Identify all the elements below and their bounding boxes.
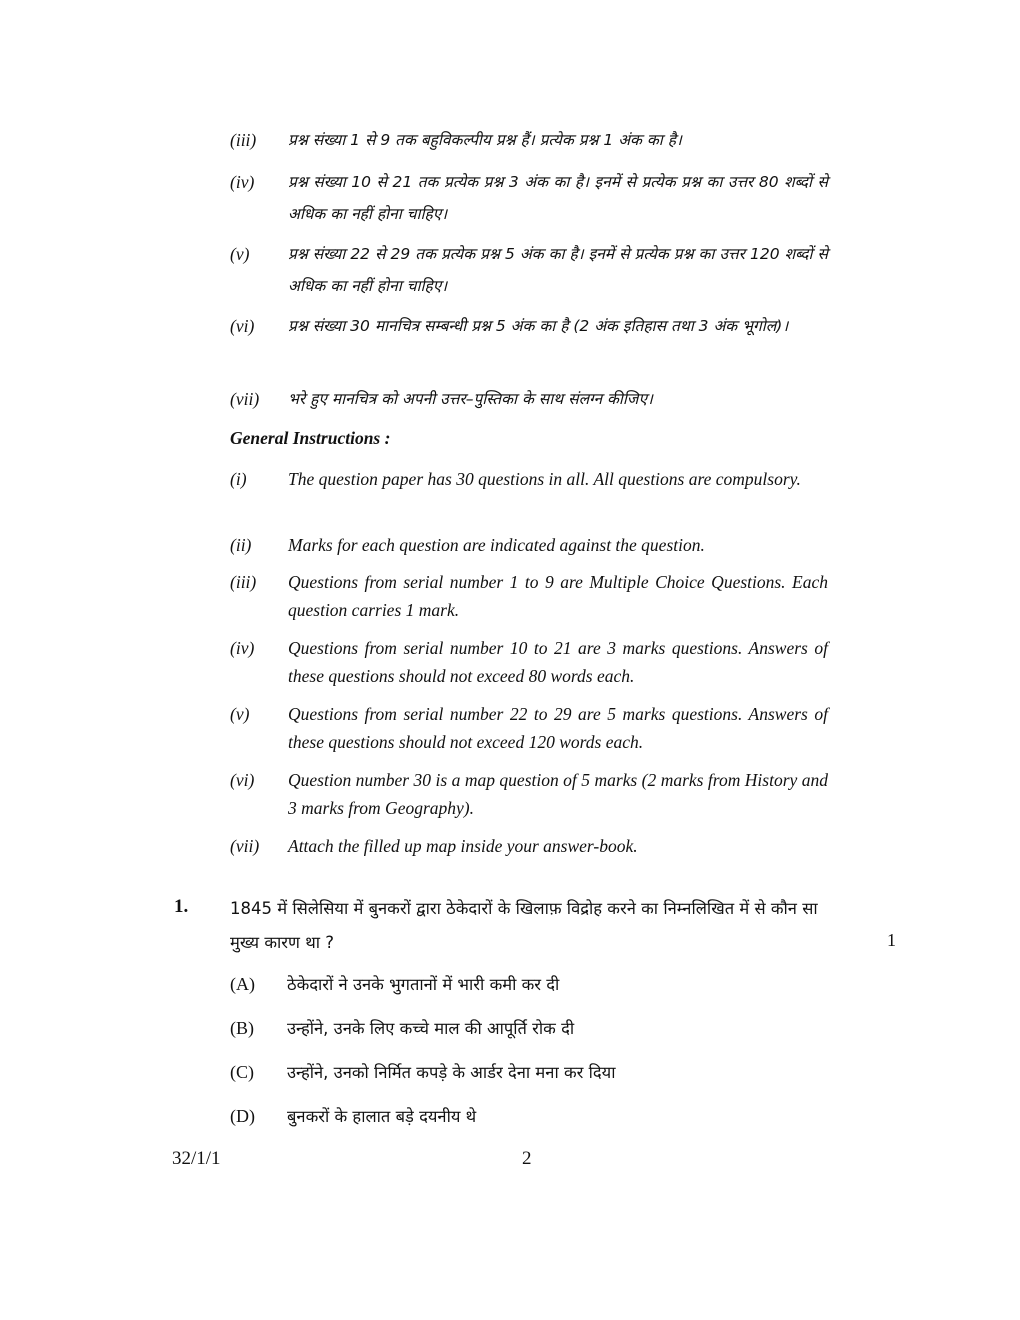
item-text: प्रश्न संख्या 30 मानचित्र सम्बन्धी प्रश्न 5 अंक का है (2 अंक इतिहास तथा 3 अंक भूगोल)। [288,317,789,335]
item-text: Questions from serial number 22 to 29 are 5 marks questions. Answers of these questions should not exceed 120 words each. [288,704,828,752]
question-number: 1. [174,896,189,917]
item-number: (i) [230,469,247,489]
option-text: उन्होंने, उनको निर्मित कपड़े के आर्डर देना मना कर दिया [287,1063,616,1082]
option-label: (B) [230,1018,254,1038]
item-number: (iv) [230,172,255,192]
option-label: (D) [230,1106,255,1126]
paper-code: 32/1/1 [172,1148,221,1169]
option-text: बुनकरों के हालात बड़े दयनीय थे [287,1107,477,1126]
item-number: (v) [230,704,250,724]
item-text: प्रश्न संख्या 22 से 29 तक प्रत्येक प्रश्न 5 अंक का है। इनमें से प्रत्येक प्रश्न का उत्तर 120 शब्दों से अधिक का नहीं होना चाहिए। [288,245,828,295]
page-number: 2 [522,1148,532,1169]
item-text: प्रश्न संख्या 10 से 21 तक प्रत्येक प्रश्न 3 अंक का है। इनमें से प्रत्येक प्रश्न का उत्तर 80 शब्दों से अधिक का नहीं होना चाहिए। [288,173,828,223]
option-label: (A) [230,974,255,994]
option-label: (C) [230,1062,254,1082]
general-instructions-heading: General Instructions : [230,428,391,448]
item-number: (vii) [230,389,260,409]
item-number: (v) [230,244,250,264]
item-text: Questions from serial number 1 to 9 are Multiple Choice Questions. Each question carries 1 mark. [288,572,828,620]
item-number: (vi) [230,316,255,336]
item-number: (iii) [230,130,257,150]
option-c [230,1058,830,1092]
item-number: (ii) [230,535,252,555]
option-text: उन्होंने, उनके लिए कच्चे माल की आपूर्ति रोक दी [287,1019,575,1038]
item-text: The question paper has 30 questions in all. All questions are compulsory. [288,469,801,489]
item-text: Attach the filled up map inside your answer-book. [288,836,638,856]
item-text: Questions from serial number 10 to 21 are 3 marks questions. Answers of these questions should not exceed 80 words each. [288,638,828,686]
item-text: Question number 30 is a map question of 5 marks (2 marks from History and 3 marks from Geography). [288,770,828,818]
option-a [230,970,830,1004]
item-number: (iv) [230,638,255,658]
option-text: ठेकेदारों ने उनके भुगतानों में भारी कमी कर दी [287,975,560,994]
question-marks: 1 [887,930,896,950]
item-number: (vii) [230,836,260,856]
item-text: प्रश्न संख्या 1 से 9 तक बहुविकल्पीय प्रश्न हैं। प्रत्येक प्रश्न 1 अंक का है। [288,131,682,149]
item-text: Marks for each question are indicated against the question. [288,535,705,555]
question-text: 1845 में सिलेसिया में बुनकरों द्वारा ठेकेदारों के खिलाफ़ विद्रोह करने का निम्नलिखित में से कौन सा मुख्य कारण था ? [230,899,818,952]
item-number: (iii) [230,572,257,592]
option-b [230,1014,830,1048]
item-number: (vi) [230,770,255,790]
item-text: भरे हुए मानचित्र को अपनी उत्तर–पुस्तिका के साथ संलग्न कीजिए। [288,390,653,408]
option-d [230,1102,830,1136]
